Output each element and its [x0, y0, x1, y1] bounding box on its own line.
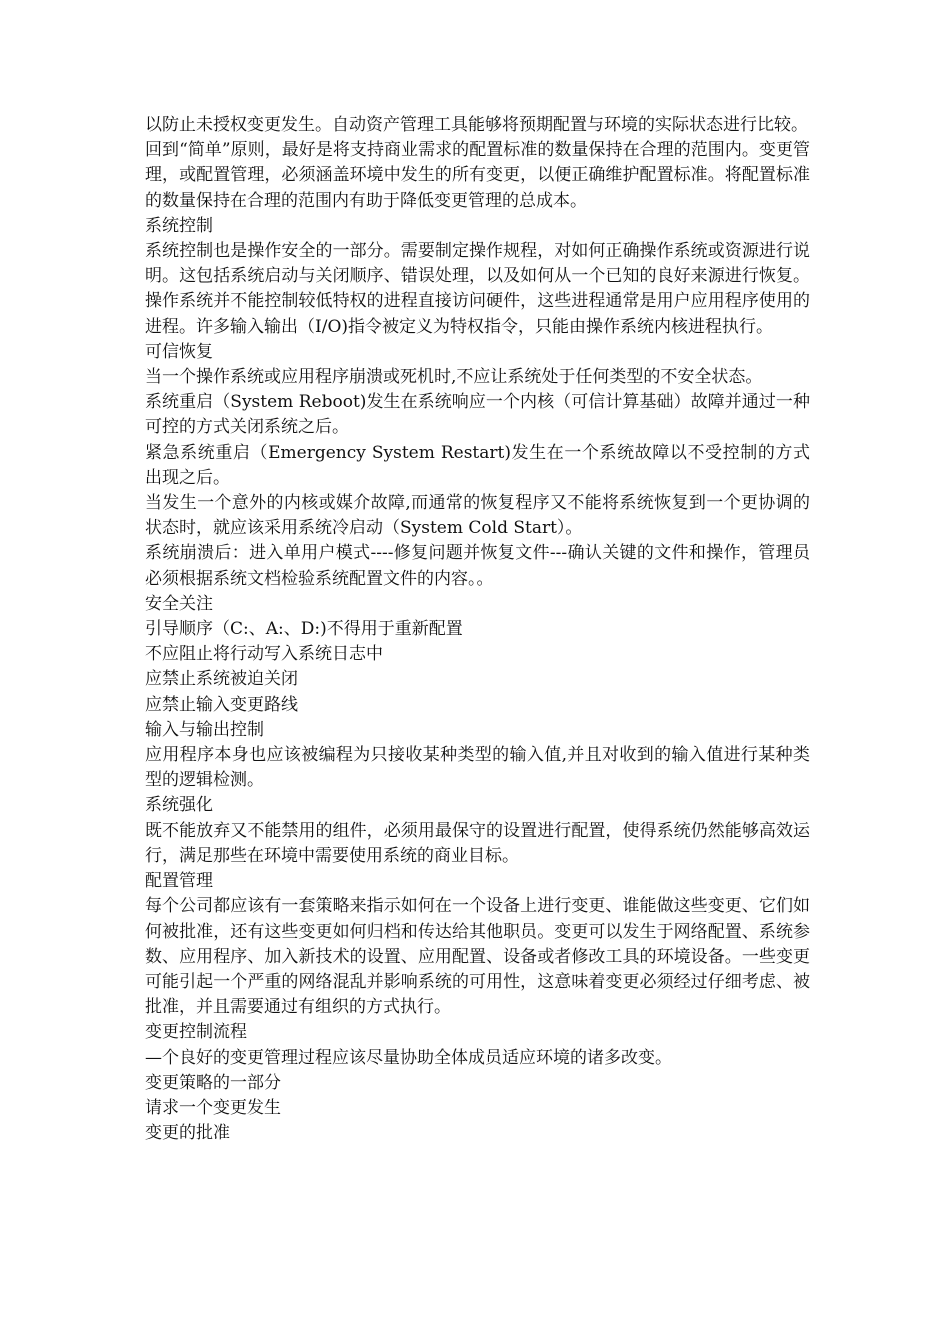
heading-system-control: 系统控制 [145, 215, 213, 236]
list-item-system-log: 不应阻止将行动写入系统日志中 [145, 644, 383, 665]
heading-change-control-process: 变更控制流程 [145, 1022, 247, 1043]
paragraph-simple-principle: 回到“简单”原则，最好是将支持商业需求的配置标准的数量保持在合理的范围内。变更管理，或配置管理，必须涵盖环境中发生的所有变更，以便正确维护配置标准。将配置标准的数量保持在合理的范围内有助于降低变更管理的总成本。 [145, 140, 810, 211]
paragraph-system-control: 系统控制也是操作安全的一部分。需要制定操作规程，对如何正确操作系统或资源进行说明。这包括系统启动与关闭顺序、错误处理，以及如何从一个已知的良好来源进行恢复。操作系统并不能控制较低特权的进程直接访问硬件，这些进程通常是用户应用程序使用的进程。许多输入输出（I/O)指令被定义为特权指令，只能由操作系统内核进程执行。 [145, 241, 810, 337]
list-item-boot-order: 引导顺序（C:、A:、D:)不得用于重新配置 [145, 619, 463, 640]
list-item-request-change: 请求一个变更发生 [145, 1097, 281, 1118]
document-body [145, 113, 810, 1146]
heading-security-concerns: 安全关注 [145, 593, 213, 614]
paragraph-crash: 当一个操作系统或应用程序崩溃或死机时,不应让系统处于任何类型的不安全状态。 [145, 367, 763, 388]
paragraph-system-reboot: 系统重启（System Reboot)发生在系统响应一个内核（可信计算基础）故障并通过一种可控的方式关闭系统之后。 [145, 392, 810, 438]
heading-config-management: 配置管理 [145, 871, 213, 892]
paragraph-config-tools: 以防止未授权变更发生。自动资产管理工具能够将预期配置与环境的实际状态进行比较。 [145, 115, 808, 135]
paragraph-cold-start: 当发生一个意外的内核或媒介故障,而通常的恢复程序又不能将系统恢复到一个更协调的状态时，就应该采用系统冷启动（System Cold Start）。 [145, 493, 810, 539]
list-item-change-policy: 变更策略的一部分 [145, 1072, 281, 1093]
list-item-change-approval: 变更的批准 [145, 1123, 230, 1144]
paragraph-emergency-restart: 紧急系统重启（Emergency System Restart)发生在一个系统故障以不受控制的方式出现之后。 [145, 442, 810, 488]
paragraph-change-control-process: —个良好的变更管理过程应该尽量协助全体成员适应环境的诸多改变。 [145, 1047, 672, 1068]
list-item-forced-shutdown: 应禁止系统被迫关闭 [145, 669, 298, 690]
heading-io-control: 输入与输出控制 [145, 719, 264, 740]
heading-system-hardening: 系统强化 [145, 795, 213, 816]
paragraph-system-hardening: 既不能放弃又不能禁用的组件，必须用最保守的设置进行配置，使得系统仍然能够高效运行，满足那些在环境中需要使用系统的商业目标。 [145, 820, 810, 866]
list-item-change-route: 应禁止输入变更路线 [145, 694, 298, 715]
paragraph-io-control: 应用程序本身也应该被编程为只接收某种类型的输入值,并且对收到的输入值进行某种类型的逻辑检测。 [145, 745, 810, 791]
paragraph-after-crash: 系统崩溃后：进入单用户模式----修复问题并恢复文件---确认关键的文件和操作，管理员必须根据系统文档检验系统配置文件的内容。。 [145, 543, 810, 589]
paragraph-config-management: 每个公司都应该有一套策略来指示如何在一个设备上进行变更、谁能做这些变更、它们如何被批准，还有这些变更如何归档和传达给其他职员。变更可以发生于网络配置、系统参数、应用程序、加入新技术的设置、应用配置、设备或者修改工具的环境设备。一些变更可能引起一个严重的网络混乱并影响系统的可用性，这意味着变更必须经过仔细考虑、被批准，并且需要通过有组织的方式执行。 [145, 896, 810, 1018]
heading-trusted-recovery: 可信恢复 [145, 341, 213, 362]
